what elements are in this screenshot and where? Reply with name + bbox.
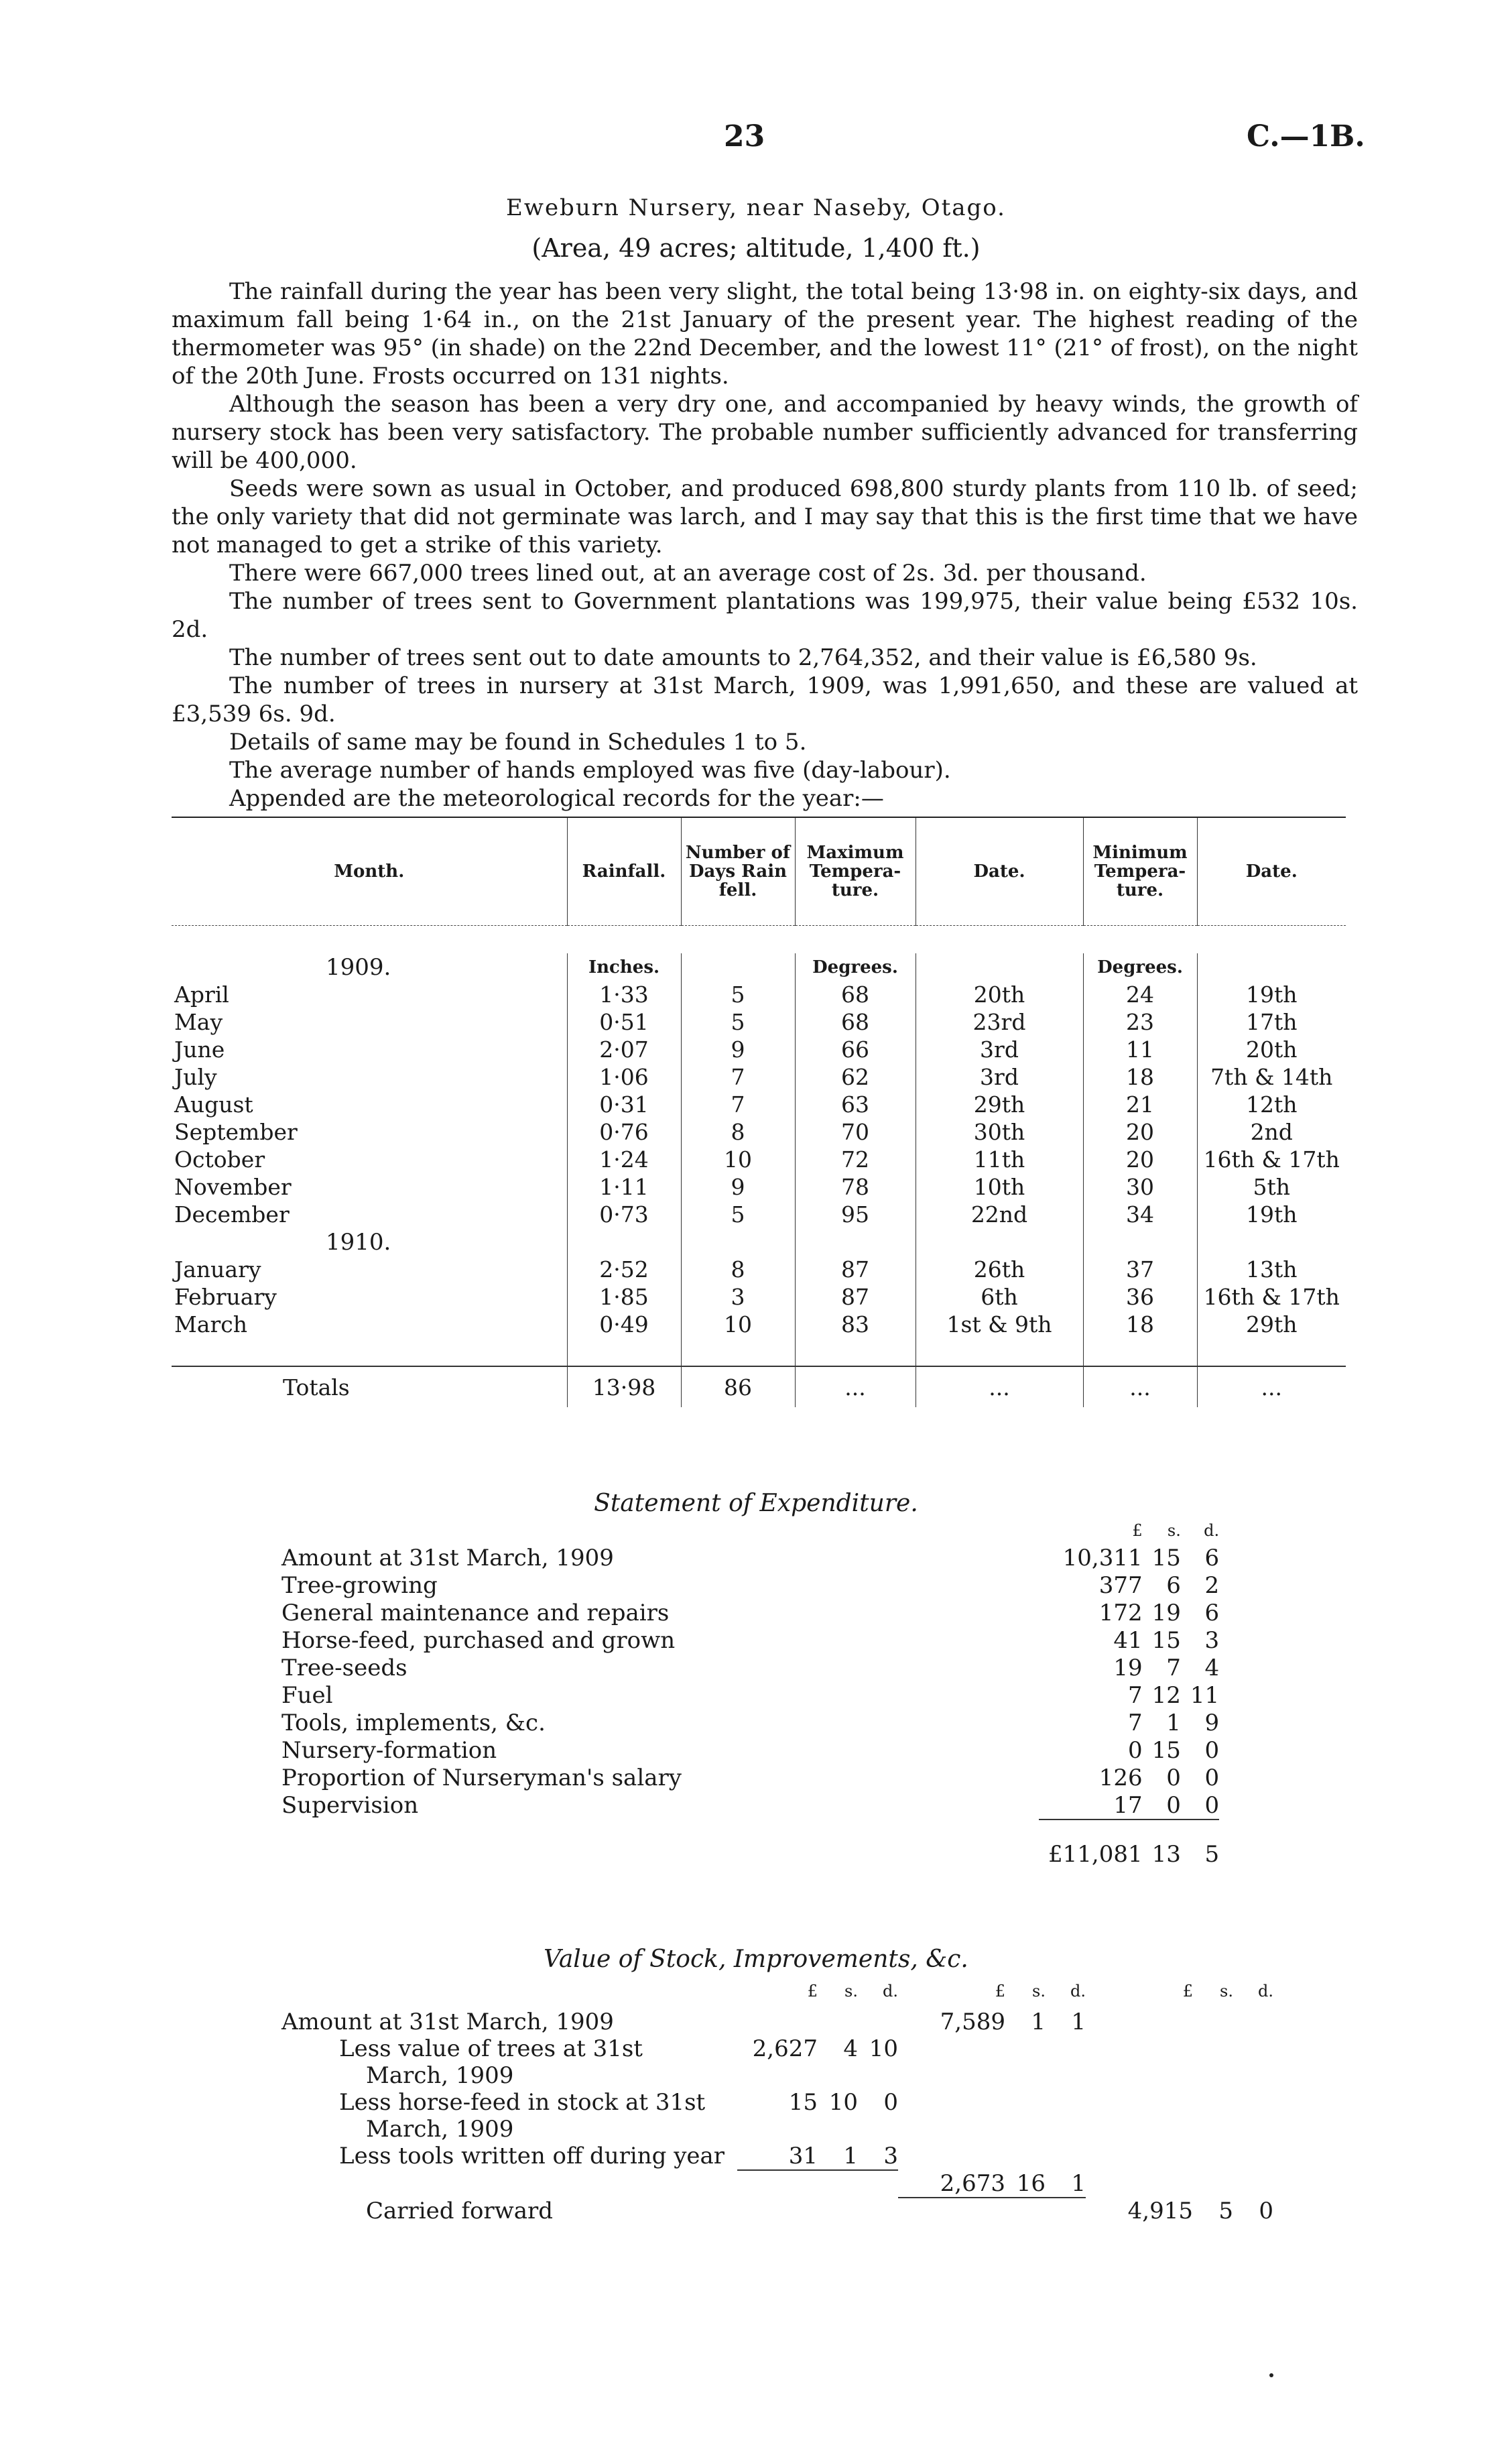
expenditure-label: Proportion of Nurseryman's salary (281, 1764, 682, 1791)
month-cell: April (174, 981, 229, 1008)
row-label: Less tools written off during year (339, 2143, 725, 2169)
month-cell: November (174, 1174, 292, 1200)
col-shillings: s. (844, 1982, 858, 2001)
total-pounds: £11,081 (1039, 1819, 1143, 1868)
col-pence: d. (1258, 1982, 1273, 2001)
min-temp-total: ... (1083, 1366, 1197, 1407)
paragraph: The rainfall during the year has been very slight, the total being 13·98 in. on eighty-six days, and maximum fall being 1·64 in., on the 21st January of the present year. The highest reading of the thermometer was 95° (in shade) on the 22nd December, and the lowest 11° (21° of frost), on the night of the 20th June. Frosts occurred on 131 nights. (172, 278, 1358, 390)
paragraph: Details of same may be found in Schedules 1 to 5. (229, 729, 807, 756)
pounds-value: 172 (1098, 1599, 1143, 1626)
rainfall-cell: 1·85 (567, 1283, 681, 1311)
rain-days-cell: 7 (681, 1091, 795, 1118)
expenditure-row (281, 1681, 1219, 1709)
table-row (172, 1146, 1346, 1173)
header-max-temp: Maximum Tempera-ture. (795, 817, 916, 926)
pounds-value: 10,311 (1062, 1544, 1143, 1571)
rain-days-cell: 8 (681, 1256, 795, 1283)
rain-days-cell: 3 (681, 1283, 795, 1311)
min-temp-cell: 37 (1083, 1256, 1197, 1283)
min-temp-cell: 20 (1083, 1146, 1197, 1173)
max-temp-cell: 68 (795, 1008, 916, 1036)
pounds-value: 126 (1098, 1764, 1143, 1791)
table-row (172, 1256, 1346, 1283)
min-temp-cell: 21 (1083, 1091, 1197, 1118)
expenditure-label: Tree-seeds (281, 1654, 407, 1681)
expenditure-label: Tools, implements, &c. (281, 1709, 546, 1736)
carried-pounds: 4,915 (1127, 2198, 1193, 2224)
min-date-cell: 2nd (1197, 1118, 1346, 1146)
max-temp-cell: 95 (795, 1201, 916, 1228)
min-date-cell: 20th (1197, 1036, 1346, 1063)
amount-pence: 1 (1071, 2009, 1086, 2035)
expenditure-row (281, 1626, 1219, 1654)
pounds-value: 377 (1098, 1571, 1143, 1599)
amount-shillings: 1 (1031, 2009, 1046, 2035)
max-date-cell: 30th (916, 1118, 1083, 1146)
header-min-date: Date. (1197, 817, 1346, 926)
min-temp-cell: 11 (1083, 1036, 1197, 1063)
shillings-value: 15 (1151, 1626, 1181, 1654)
expenditure-label: Horse-feed, purchased and grown (281, 1626, 676, 1654)
min-date-cell: 19th (1197, 1201, 1346, 1228)
rainfall-cell: 0·49 (567, 1311, 681, 1338)
max-temp-cell: 62 (795, 1063, 916, 1091)
shillings-value: 1 (1166, 1709, 1181, 1736)
table-row (172, 1118, 1346, 1146)
month-cell: March (174, 1311, 247, 1337)
pence-value: 9 (1204, 1709, 1220, 1736)
min-temp-cell: 18 (1083, 1063, 1197, 1091)
less-total-shillings: 16 (1016, 2170, 1046, 2197)
report-text (172, 278, 1358, 813)
rainfall-total: 13·98 (567, 1366, 681, 1407)
expenditure-label: Tree-growing (281, 1571, 438, 1599)
less-pounds: 15 (788, 2089, 818, 2116)
less-total-row (281, 2170, 1273, 2198)
less-total-pence: 1 (1071, 2170, 1086, 2197)
max-date-cell: 3rd (916, 1063, 1083, 1091)
expenditure-row (281, 1736, 1219, 1764)
pounds-value: 41 (1113, 1626, 1143, 1654)
month-cell: August (174, 1091, 253, 1118)
expenditure-title: Statement of Expenditure. (594, 1490, 918, 1517)
rain-days-cell: 9 (681, 1173, 795, 1201)
max-date-cell: 26th (916, 1256, 1083, 1283)
rain-days-cell: 7 (681, 1063, 795, 1091)
col-pence: d. (1070, 1982, 1086, 2001)
paragraph: There were 667,000 trees lined out, at an average cost of 2s. 3d. per thousand. (229, 560, 1147, 587)
less-pence: 0 (883, 2089, 898, 2116)
less-row (281, 2035, 1273, 2089)
paragraph: Although the season has been a very dry one, and accompanied by heavy winds, the growth of nursery stock has been very satisfactory. The probable number sufficiently advanced for transferring will be 400,000. (172, 391, 1358, 474)
header-month: Month. (334, 861, 405, 882)
col-shillings: s. (1032, 1982, 1046, 2001)
rain-days-cell: 5 (681, 1008, 795, 1036)
shillings-value: 12 (1151, 1681, 1181, 1709)
rainfall-cell: 1·24 (567, 1146, 681, 1173)
paragraph: The average number of hands employed was five (day-labour). (229, 757, 951, 784)
min-date-cell: 5th (1197, 1173, 1346, 1201)
col-pounds: £ (995, 1982, 1005, 2001)
expenditure-row (281, 1791, 1219, 1819)
year-label: 1909. (326, 953, 391, 981)
col-shillings: s. (1220, 1982, 1233, 2001)
max-date-cell: 6th (916, 1283, 1083, 1311)
rainfall-cell: 2·07 (567, 1036, 681, 1063)
row-label: Carried forward (366, 2198, 554, 2224)
max-temp-cell: 83 (795, 1311, 916, 1338)
pounds-value: 7 (1127, 1709, 1143, 1736)
less-pence: 3 (883, 2143, 898, 2169)
meteorological-table (172, 817, 1346, 1407)
max-temp-cell: 70 (795, 1118, 916, 1146)
max-date-cell: 29th (916, 1091, 1083, 1118)
shillings-value: 0 (1166, 1764, 1181, 1791)
expenditure-statement (281, 1516, 1219, 1868)
less-shillings: 4 (843, 2035, 858, 2062)
pounds-value: 17 (1113, 1791, 1143, 1819)
col-pounds: £ (1182, 1982, 1193, 2001)
min-date-cell: 16th & 17th (1197, 1283, 1346, 1311)
col-pounds: £ (807, 1982, 818, 2001)
min-date-cell: 19th (1197, 981, 1346, 1008)
month-cell: January (174, 1256, 261, 1282)
table-row (172, 1008, 1346, 1036)
month-cell: October (174, 1146, 265, 1173)
rainfall-cell: 0·31 (567, 1091, 681, 1118)
max-temp-cell: 78 (795, 1173, 916, 1201)
pounds-value: 7 (1127, 1681, 1143, 1709)
max-date-cell: 23rd (916, 1008, 1083, 1036)
pence-value: 0 (1204, 1736, 1220, 1764)
max-temp-cell: 72 (795, 1146, 916, 1173)
paragraph: Seeds were sown as usual in October, and produced 698,800 sturdy plants from 110 lb. of seed; the only variety that did not germinate was larch, and I may say that this is the first time that we have not managed to get a strike of this variety. (172, 475, 1358, 558)
rain-days-cell: 8 (681, 1118, 795, 1146)
table-row (172, 1173, 1346, 1201)
carried-forward-row (281, 2198, 1273, 2225)
month-cell: July (174, 1064, 217, 1090)
rainfall-cell: 0·73 (567, 1201, 681, 1228)
max-temp-cell: 63 (795, 1091, 916, 1118)
min-temp-cell: 24 (1083, 981, 1197, 1008)
min-date-cell: 12th (1197, 1091, 1346, 1118)
expenditure-row (281, 1571, 1219, 1599)
year-label: 1910. (326, 1228, 391, 1256)
header-min-temp: Minimum Tempera-ture. (1083, 817, 1197, 926)
min-date-cell: 29th (1197, 1311, 1346, 1338)
min-date-cell: 13th (1197, 1256, 1346, 1283)
pence-value: 11 (1190, 1681, 1220, 1709)
pence-value: 2 (1204, 1571, 1220, 1599)
pence-value: 0 (1204, 1764, 1220, 1791)
max-temp-cell: 68 (795, 981, 916, 1008)
header-rain-days: Number of Days Rain fell. (681, 817, 795, 926)
expenditure-row (281, 1654, 1219, 1681)
page-reference: C.—1B. (1247, 119, 1365, 154)
pence-value: 6 (1204, 1544, 1220, 1571)
table-row (172, 1063, 1346, 1091)
rainfall-cell: 0·76 (567, 1118, 681, 1146)
max-date-cell: 20th (916, 981, 1083, 1008)
shillings-value: 6 (1166, 1571, 1181, 1599)
rain-days-cell: 10 (681, 1311, 795, 1338)
month-cell: June (174, 1036, 225, 1063)
rainfall-cell: 0·51 (567, 1008, 681, 1036)
rainfall-cell: 1·06 (567, 1063, 681, 1091)
rain-days-cell: 5 (681, 1201, 795, 1228)
max-temp-cell: 66 (795, 1036, 916, 1063)
header-rainfall: Rainfall. (567, 817, 681, 926)
rain-days-total: 86 (681, 1366, 795, 1407)
min-date-cell: 7th & 14th (1197, 1063, 1346, 1091)
expenditure-row (281, 1764, 1219, 1791)
header-max-date: Date. (916, 817, 1083, 926)
ink-dot (1269, 2373, 1273, 2377)
pence-value: 0 (1204, 1791, 1220, 1819)
month-cell: December (174, 1201, 290, 1228)
rainfall-cell: 1·11 (567, 1173, 681, 1201)
section-title: Eweburn Nursery, near Naseby, Otago. (506, 194, 1006, 221)
paragraph: Appended are the meteorological records for the year:— (229, 785, 884, 812)
less-pounds: 31 (788, 2143, 818, 2169)
pence-value: 3 (1204, 1626, 1220, 1654)
month-cell: February (174, 1284, 277, 1310)
shillings-value: 15 (1151, 1544, 1181, 1571)
table-row (172, 1311, 1346, 1338)
expenditure-label: Amount at 31st March, 1909 (281, 1544, 614, 1571)
expenditure-total-row (281, 1819, 1219, 1868)
rainfall-cell: 2·52 (567, 1256, 681, 1283)
less-pence: 10 (869, 2035, 898, 2062)
rain-days-cell: 5 (681, 981, 795, 1008)
table-row (172, 1091, 1346, 1118)
max-date-cell: 11th (916, 1146, 1083, 1173)
col-pence: d. (1204, 1520, 1220, 1540)
pence-value: 4 (1204, 1654, 1220, 1681)
less-pounds: 2,627 (752, 2035, 818, 2062)
pounds-value: 0 (1127, 1736, 1143, 1764)
less-row (281, 2143, 1273, 2170)
stock-amount-row (281, 2009, 1273, 2035)
carried-pence: 0 (1259, 2198, 1273, 2224)
month-cell: September (174, 1119, 298, 1145)
expenditure-row (281, 1709, 1219, 1736)
col-pence: d. (883, 1982, 898, 2001)
expenditure-label: Supervision (281, 1792, 419, 1819)
max-date-cell: 1st & 9th (916, 1311, 1083, 1338)
totals-row (172, 1366, 1346, 1407)
month-cell: May (174, 1009, 223, 1035)
min-unit: Degrees. (1083, 953, 1197, 981)
table-row (172, 1201, 1346, 1228)
paragraph: The number of trees sent to Government plantations was 199,975, their value being £532 10s. 2d. (172, 588, 1358, 643)
stock-title: Value of Stock, Improvements, &c. (544, 1946, 968, 1973)
max-date-cell: 3rd (916, 1036, 1083, 1063)
expenditure-label: General maintenance and repairs (281, 1599, 670, 1626)
min-temp-cell: 18 (1083, 1311, 1197, 1338)
amount-pounds: 7,589 (940, 2009, 1005, 2035)
min-date-cell: 16th & 17th (1197, 1146, 1346, 1173)
min-temp-cell: 36 (1083, 1283, 1197, 1311)
min-date-cell: 17th (1197, 1008, 1346, 1036)
page-number: 23 (724, 119, 765, 154)
row-label: Less horse-feed in stock at 31st March, 1909 (339, 2089, 706, 2143)
max-date-total: ... (916, 1366, 1083, 1407)
shillings-value: 15 (1151, 1736, 1181, 1764)
table-row (172, 1283, 1346, 1311)
less-total-pounds: 2,673 (940, 2170, 1005, 2197)
pounds-value: 19 (1113, 1654, 1143, 1681)
expenditure-label: Fuel (281, 1681, 333, 1709)
min-temp-cell: 34 (1083, 1201, 1197, 1228)
less-row (281, 2089, 1273, 2143)
less-shillings: 10 (828, 2089, 858, 2116)
total-pence: 5 (1181, 1819, 1219, 1868)
less-shillings: 1 (843, 2143, 858, 2169)
shillings-value: 0 (1166, 1791, 1181, 1819)
paragraph: The number of trees in nursery at 31st March, 1909, was 1,991,650, and these are valued at £3,539 6s. 9d. (172, 672, 1358, 727)
min-temp-cell: 30 (1083, 1173, 1197, 1201)
max-temp-total: ... (795, 1366, 916, 1407)
expenditure-row (281, 1544, 1219, 1571)
totals-label: Totals (283, 1374, 350, 1400)
max-date-cell: 22nd (916, 1201, 1083, 1228)
max-temp-cell: 87 (795, 1256, 916, 1283)
paragraph: The number of trees sent out to date amounts to 2,764,352, and their value is £6,580 9s. (229, 644, 1257, 671)
row-label: Less value of trees at 31st March, 1909 (339, 2035, 643, 2089)
min-temp-cell: 23 (1083, 1008, 1197, 1036)
rain-days-cell: 10 (681, 1146, 795, 1173)
rain-unit: Inches. (567, 953, 681, 981)
rain-days-cell: 9 (681, 1036, 795, 1063)
stock-statement (281, 1982, 1273, 2225)
table-row (172, 981, 1346, 1008)
carried-shillings: 5 (1218, 2198, 1233, 2224)
section-subtitle: (Area, 49 acres; altitude, 1,400 ft.) (531, 233, 981, 263)
row-label: Amount at 31st March, 1909 (281, 2009, 614, 2035)
expenditure-label: Nursery-formation (281, 1736, 497, 1764)
col-shillings: s. (1167, 1520, 1181, 1540)
col-pounds: £ (1132, 1520, 1143, 1540)
max-date-cell: 10th (916, 1173, 1083, 1201)
total-shillings: 13 (1143, 1819, 1181, 1868)
shillings-value: 7 (1166, 1654, 1181, 1681)
max-unit: Degrees. (795, 953, 916, 981)
max-temp-cell: 87 (795, 1283, 916, 1311)
min-temp-cell: 20 (1083, 1118, 1197, 1146)
pence-value: 6 (1204, 1599, 1220, 1626)
expenditure-row (281, 1599, 1219, 1626)
shillings-value: 19 (1151, 1599, 1181, 1626)
min-date-total: ... (1197, 1366, 1346, 1407)
rainfall-cell: 1·33 (567, 981, 681, 1008)
table-row (172, 1036, 1346, 1063)
